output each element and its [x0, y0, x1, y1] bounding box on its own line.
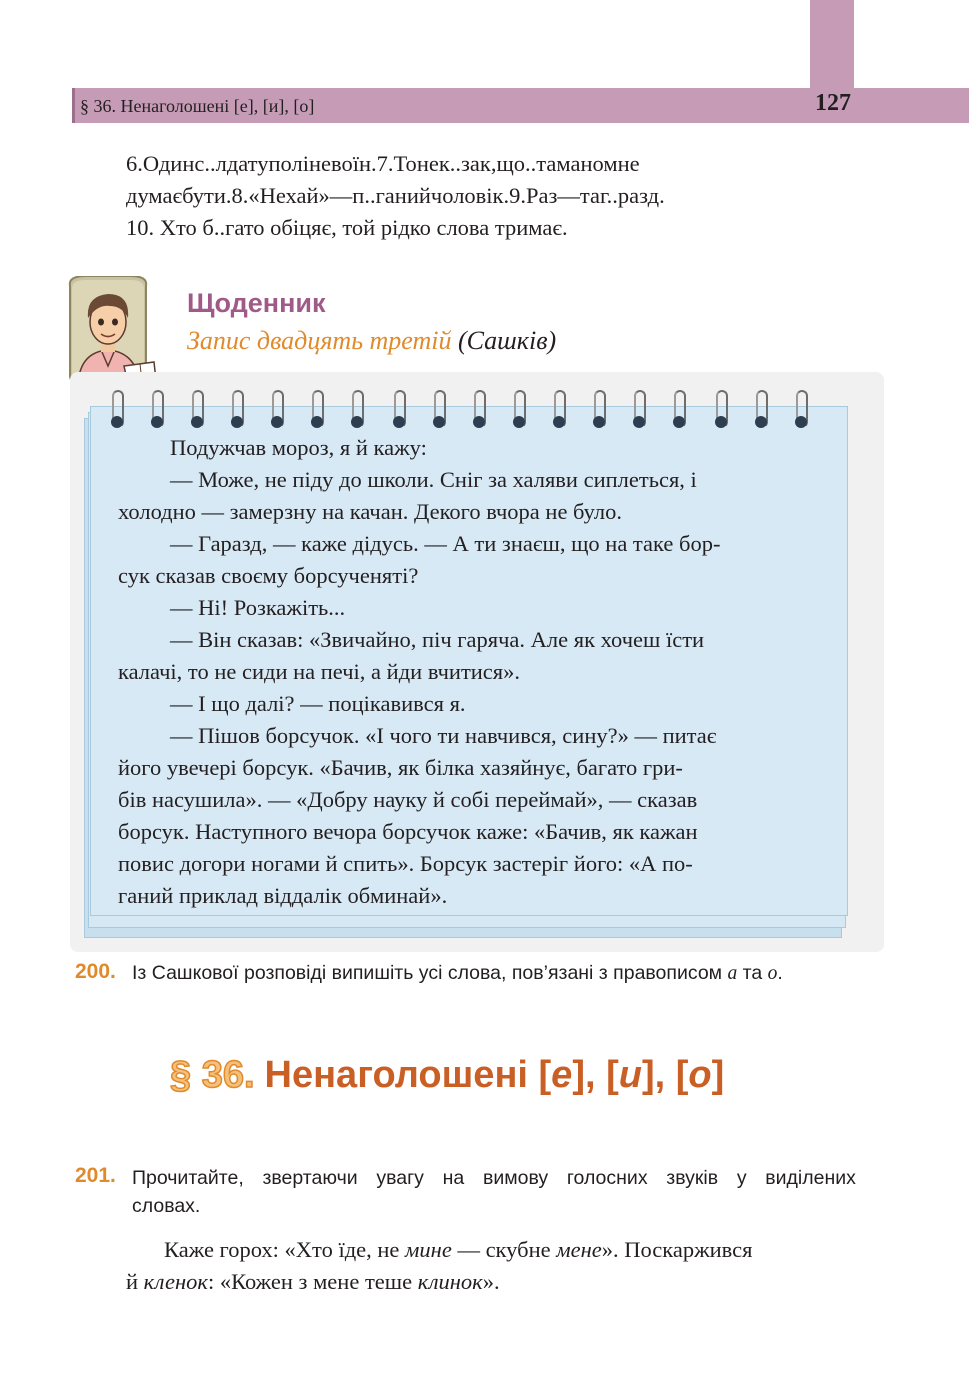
story-line: — Ні! Розкажіть...: [170, 595, 346, 620]
proverbs-word: То: [393, 151, 417, 176]
proverbs-word: що: [496, 151, 526, 176]
spiral-ring: [472, 390, 486, 434]
spiral-ring: [310, 390, 324, 434]
spiral-ring: [392, 390, 406, 434]
spiral-ring: [592, 390, 606, 434]
diary-story-text: [118, 432, 800, 912]
proverbs-word: «Нехай»: [248, 183, 330, 208]
example-line-1: Каже горох: «Хто їде, не мине — скубне мене». Поскаржився: [164, 1237, 753, 1262]
proverbs-word: не: [617, 151, 640, 176]
running-header-title: § 36. Ненаголошені [е], [и], [о]: [80, 96, 315, 116]
diary-title: Щоденник: [187, 288, 326, 318]
spiral-ring: [672, 390, 686, 434]
story-line: — Може, не піду до школи. Сніг за халяви сиплеться, і: [170, 467, 697, 492]
proverbs-line-3: 10. Хто б..гато обіцяє, той рідко слова тримає.: [126, 215, 568, 240]
proverbs-word: чоловік.: [430, 183, 510, 208]
spiral-ring: [110, 390, 124, 434]
proverbs-line-2: [126, 180, 856, 212]
task-201-word: Прочитайте,: [132, 1167, 244, 1189]
section-mark: § 36.: [170, 1054, 255, 1096]
spiral-ring: [270, 390, 284, 434]
proverbs-word: к..зак,: [438, 151, 497, 176]
proverbs-word: 9.: [509, 183, 526, 208]
proverbs-word: Один: [142, 151, 195, 176]
task-201-word: на: [442, 1167, 465, 1189]
story-line: сук сказав своєму борсученяті?: [118, 563, 419, 588]
task-201-word: вимову: [482, 1167, 549, 1189]
story-line: калачі, то не сиди на печі, а йди вчитися».: [118, 659, 521, 684]
task-200-number: 200.: [75, 960, 116, 983]
spiral-ring: [632, 390, 646, 434]
task-201-word: голосних: [566, 1167, 648, 1189]
spiral-ring: [552, 390, 566, 434]
proverbs-word: воїн.: [330, 151, 377, 176]
story-line: холодно — замерзну на качан. Декого вчора не було.: [118, 499, 623, 524]
proverbs-word: —: [329, 183, 353, 208]
task-201-text: [132, 1164, 856, 1220]
proverbs-word: не: [308, 151, 331, 176]
proverbs-word: Раз: [525, 183, 558, 208]
boy-reading-avatar: [58, 276, 158, 386]
proverbs-word: —: [557, 183, 580, 208]
proverbs-word: та: [579, 183, 600, 208]
story-line: — Гаразд, — каже дідусь. — А ти знаєш, що на таке бор-: [170, 531, 721, 556]
proverbs-paragraph: [126, 148, 856, 244]
section-heading: § 36. Ненаголошені [е], [и], [о]: [170, 1054, 725, 1096]
page-number: 127: [815, 90, 851, 116]
task-201-word: звертаючи: [262, 1167, 358, 1189]
spiral-ring: [794, 390, 808, 434]
proverbs-word: у: [257, 151, 269, 176]
story-line: — Пішов борсучок. «І чого ти навчився, сину?» — питає: [170, 723, 717, 748]
story-line: повис догори ногами й спить». Борсук застеріг його: «А по-: [118, 851, 693, 876]
proverbs-word: 7.: [376, 151, 394, 176]
proverbs-word: не: [416, 151, 439, 176]
story-line: Подужчав мороз, я й кажу:: [170, 435, 427, 460]
proverbs-word: п..ганий: [352, 183, 431, 208]
proverbs-word: г..разд.: [599, 183, 665, 208]
spiral-ring: [190, 390, 204, 434]
spiral-ring: [512, 390, 526, 434]
proverbs-word: думає: [126, 183, 183, 208]
task-201-number: 201.: [75, 1164, 116, 1187]
task-201-line-2: словах.: [132, 1195, 201, 1217]
spiral-ring: [150, 390, 164, 434]
proverbs-word: бути.: [182, 183, 232, 208]
task-201-word: увагу: [376, 1167, 424, 1189]
proverbs-word: ..таманом: [525, 151, 618, 176]
story-line: його увечері борсук. «Бачив, як білка хазяйнує, багато гри-: [118, 755, 683, 780]
spiral-ring: [432, 390, 446, 434]
task-201-word: у: [736, 1167, 747, 1189]
task-201-word: звуків: [666, 1167, 719, 1189]
spiral-ring: [350, 390, 364, 434]
story-line: бів насушила». — «Добру науку й собі переймай», — сказав: [118, 787, 698, 812]
spiral-ring: [230, 390, 244, 434]
task-201-word: виділених: [765, 1167, 856, 1189]
proverbs-line-1: [126, 148, 856, 180]
example-line-2: й кленок: «Кожен з мене теше клинок».: [126, 1269, 500, 1294]
task-201-line-1: [132, 1164, 856, 1192]
proverbs-word: полі: [268, 151, 309, 176]
diary-subtitle: Запис двадцять третій (Сашків): [187, 326, 557, 355]
spiral-ring: [714, 390, 728, 434]
proverbs-word: 8.: [231, 183, 249, 208]
spiral-ring: [754, 390, 768, 434]
proverbs-word: 6.: [126, 151, 143, 176]
story-line: — Він сказав: «Звичайно, піч гаряча. Але як хочеш їсти: [170, 627, 705, 652]
task-200-text: Із Сашкової розповіді випишіть усі слова, пов’язані з правописом а та о.: [132, 962, 783, 984]
story-line: ганий приклад віддалік обминай».: [118, 883, 448, 908]
story-line: борсук. Наступного вечора борсучок каже: «Бачив, як кажан: [118, 819, 698, 844]
proverbs-word: с..лдат: [194, 151, 258, 176]
page-corner-tab: [810, 0, 854, 88]
example-text: [126, 1234, 856, 1298]
story-line: — І що далі? — поцікавився я.: [170, 691, 466, 716]
